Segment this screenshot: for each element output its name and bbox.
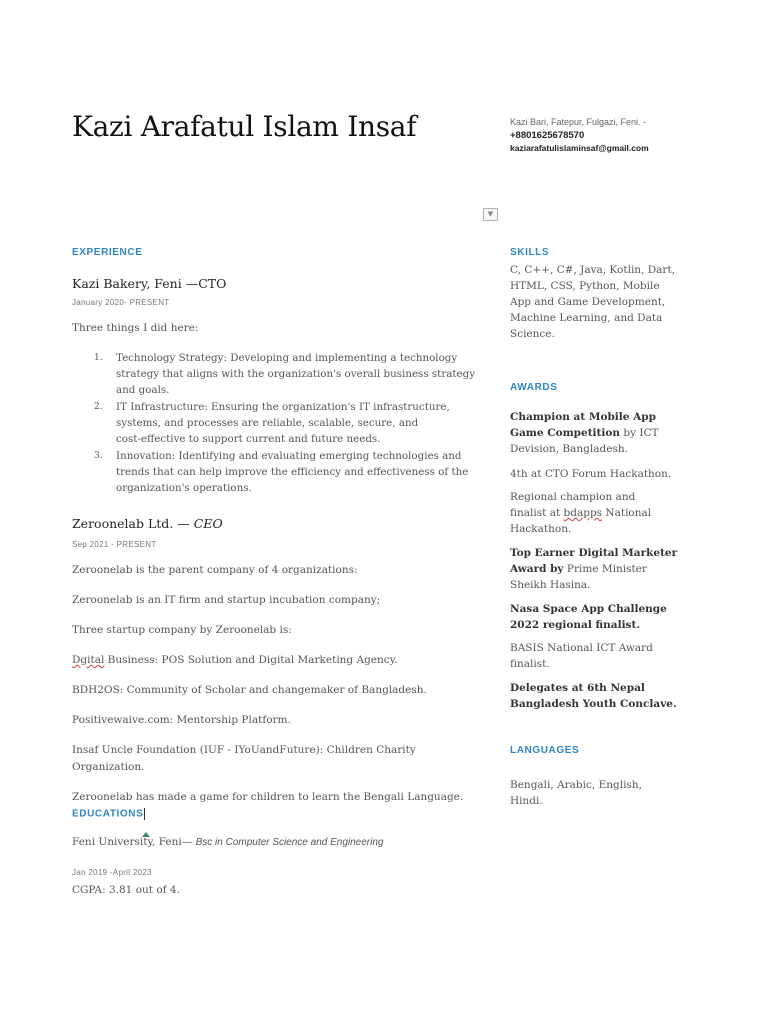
award-item bbox=[510, 489, 690, 537]
list-line: and goals. bbox=[116, 384, 170, 396]
awards-heading: AWARDS bbox=[510, 382, 558, 393]
job1-list bbox=[94, 350, 494, 497]
job2-paragraph: BDH2OS: Community of Scholar and changemaker of Bangladesh. bbox=[72, 684, 427, 696]
award-text: Sheikh Hasina. bbox=[510, 579, 591, 591]
award-text: BASIS National ICT Award bbox=[510, 642, 653, 654]
text-cursor bbox=[144, 808, 145, 820]
education-cgpa: CGPA: 3.81 out of 4. bbox=[72, 884, 180, 896]
contact-block bbox=[510, 116, 649, 155]
job2-paragraph: Positivewaive.com: Mentorship Platform. bbox=[72, 714, 291, 726]
job1-date: January 2020- PRESENT bbox=[72, 298, 170, 307]
skills-heading: SKILLS bbox=[510, 247, 550, 258]
list-line: IT Infrastructure: Ensuring the organization's IT infrastructure, bbox=[116, 401, 450, 413]
job2-paragraph: Zeroonelab has made a game for children to learn the Bengali Language. bbox=[72, 791, 464, 803]
misspelled-word: bdapps bbox=[563, 507, 603, 519]
education-heading-text: EDUCATIONS bbox=[72, 808, 144, 820]
list-number: 3. bbox=[94, 451, 103, 461]
languages-list bbox=[510, 777, 710, 809]
list-number: 1. bbox=[94, 353, 103, 363]
job2-paragraph: Organization. bbox=[72, 761, 145, 773]
job2-title bbox=[72, 516, 223, 531]
job1-intro: Three things I did here: bbox=[72, 322, 199, 334]
award-text: Regional champion and bbox=[510, 491, 636, 503]
skills-line: C, C++, C#, Java, Kotlin, Dart, bbox=[510, 264, 675, 276]
award-text: National bbox=[602, 507, 652, 519]
phone-text: +8801625678570 bbox=[510, 130, 585, 141]
job2-role: CEO bbox=[193, 516, 223, 531]
award-text: Prime Minister bbox=[563, 563, 647, 575]
award-bold: Game Competition bbox=[510, 427, 621, 439]
job2-paragraph bbox=[72, 652, 398, 668]
award-bold: Delegates at 6th Nepal bbox=[510, 682, 645, 694]
job2-paragraph: Zeroonelab is the parent company of 4 organizations: bbox=[72, 564, 358, 576]
languages-line: Hindi. bbox=[510, 795, 543, 807]
award-text: finalist at bbox=[510, 507, 564, 519]
email-text: kaziarafatulislaminsaf@gmail.com bbox=[510, 143, 649, 153]
job2-company: Zeroonelab Ltd. bbox=[72, 516, 174, 531]
chevron-down-icon[interactable]: ▼ bbox=[483, 208, 498, 221]
award-text: by ICT bbox=[620, 427, 659, 439]
award-bold: Nasa Space App Challenge bbox=[510, 603, 667, 615]
job2-paragraph: Three startup company by Zeroonelab is: bbox=[72, 624, 292, 636]
list-number: 2. bbox=[94, 402, 103, 412]
award-text: finalist. bbox=[510, 658, 550, 670]
list-line: trends that can help improve the efficiency and effectiveness of the bbox=[116, 466, 469, 478]
award-bold: 2022 regional finalist. bbox=[510, 619, 640, 631]
award-item bbox=[510, 601, 690, 633]
languages-line: Bengali, Arabic, English, bbox=[510, 779, 642, 791]
award-item bbox=[510, 466, 690, 482]
job2-date: Sep 2021 - PRESENT bbox=[72, 540, 157, 549]
list-line: systems, and processes are reliable, scalable, secure, and bbox=[116, 417, 419, 429]
job1-title: Kazi Bakery, Feni —CTO bbox=[72, 276, 227, 291]
job2-paragraph: Zeroonelab is an IT firm and startup incubation company; bbox=[72, 594, 381, 606]
skills-list bbox=[510, 262, 710, 342]
award-item bbox=[510, 545, 690, 593]
education-school: Feni University, Feni— bbox=[72, 836, 193, 848]
job2-separator: — bbox=[173, 516, 194, 531]
skills-line: App and Game Development, bbox=[510, 296, 666, 308]
award-bold: Bangladesh Youth Conclave. bbox=[510, 698, 677, 710]
skills-line: Science. bbox=[510, 328, 555, 340]
languages-heading: LANGUAGES bbox=[510, 745, 580, 756]
education-date: Jan 2019 -April 2023 bbox=[72, 868, 152, 877]
award-bold: Award by bbox=[510, 563, 564, 575]
list-line: organization's operations. bbox=[116, 482, 252, 494]
job2-paragraph: Insaf Uncle Foundation (IUF - IYoUandFuture): Children Charity bbox=[72, 744, 416, 756]
education-title bbox=[72, 836, 383, 848]
address-text: Kazi Bari, Fatepur, Fulgazi, Feni. - bbox=[510, 117, 647, 127]
award-bold: Top Earner Digital Marketer bbox=[510, 547, 678, 559]
education-heading[interactable] bbox=[72, 808, 145, 820]
award-bold: Champion at Mobile App bbox=[510, 411, 656, 423]
education-degree: Bsc in Computer Science and Engineering bbox=[195, 837, 384, 848]
award-text: Devision, Bangladesh. bbox=[510, 443, 628, 455]
award-item bbox=[510, 409, 690, 457]
paragraph-text: Business: POS Solution and Digital Marketing Agency. bbox=[104, 654, 398, 666]
list-line: Technology Strategy: Developing and implementing a technology bbox=[116, 352, 458, 364]
award-item bbox=[510, 640, 690, 672]
list-line: cost-effective to support current and future needs. bbox=[116, 433, 381, 445]
award-text: 4th at CTO Forum Hackathon. bbox=[510, 468, 672, 480]
experience-heading: EXPERIENCE bbox=[72, 247, 143, 258]
skills-line: HTML, CSS, Python, Mobile bbox=[510, 280, 660, 292]
skills-line: Machine Learning, and Data bbox=[510, 312, 663, 324]
list-item bbox=[94, 448, 494, 496]
list-item bbox=[94, 350, 494, 398]
list-line: strategy that aligns with the organization's overall business strategy bbox=[116, 368, 476, 380]
award-text: Hackathon. bbox=[510, 523, 572, 535]
misspelled-word: Dgital bbox=[72, 654, 105, 666]
resume-name: Kazi Arafatul Islam Insaf bbox=[72, 110, 417, 143]
list-line: Innovation: Identifying and evaluating emerging technologies and bbox=[116, 450, 462, 462]
list-item bbox=[94, 399, 494, 447]
award-item bbox=[510, 680, 690, 712]
